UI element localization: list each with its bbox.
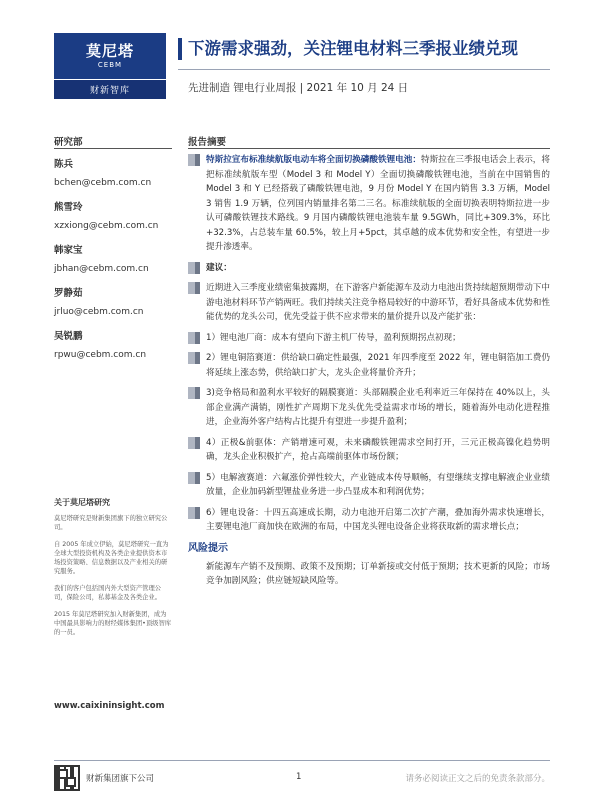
about-paragraph: 我们的客户包括国内外大型资产管理公司，保险公司，私募基金及各类企业。 (54, 585, 162, 601)
summary-item-text: 近期进入三季度业绩密集披露期，在下游客户新能源车及动力电池出货持续超预期带动下中游电池材料环节产销两旺。我们持续关注竞争格局较好的中游环节，看好具备成本优势和性能优势的龙头公司，优先受益于供不应求带来的量价提升以及产能扩张： (206, 283, 550, 322)
summary-item-text: 1）锂电池厂商：成本有望向下游主机厂传导，盈利预期拐点初现； (206, 332, 461, 343)
bullet-marker-icon (188, 332, 200, 344)
summary-item-lead: 特斯拉宣布标准续航版电动车将全面切换磷酸铁锂电池： (206, 155, 421, 165)
summary-item (188, 506, 550, 535)
about-paragraph: 自 2005 年成立伊始，莫尼塔研究一直为全球大型投资机构及各类企业提供资本市场投资策略、信息数据以及产业相关的研究服务。 (54, 541, 169, 575)
summary-item-text: 特斯拉在三季报电话会上表示，将把标准续航版车型（Model 3 和 Model Y）全面切换磷酸铁锂电池，当前在中国销售的 Model 3 和 Y 已经搭载了磷酸铁锂电池，9 月份 Model Y 在国内销售 3.3 万辆，Model 3 销售 1.9 万辆，位列国内销量排名第二三名。标准续航版的全面切换表明特斯拉进一步认可磷酸铁锂技术路线。9 月国内磷酸铁锂电池装车量 9.5GWh，同比+309.3%，环比+32.3%，占总装车量 60.5%，较上月+5pct，其卓越的成本优势和安全性，有望进一步提升渗透率。 (206, 155, 550, 252)
summary-item (188, 351, 550, 380)
report-title: 下游需求强劲，关注锂电材料三季报业绩兑现 (188, 39, 518, 58)
analyst-item (54, 244, 174, 287)
analyst-item (54, 201, 174, 244)
analyst-item (54, 158, 174, 201)
summary-item (188, 261, 550, 276)
analyst-name: 罗静茹 (54, 288, 83, 299)
summary-item-text: 5）电解液赛道：六氟涨价弹性较大，产业链成本传导顺畅，有望继续支撑电解液企业业绩放量，企业加码新型锂盐业务进一步凸显成本和利润优势； (206, 472, 550, 497)
summary-item-text: 4）正极&前驱体：产销增速可观，未来磷酸铁锂需求空间打开，三元正极高镍化趋势明确，龙头企业积极扩产，抢占高端前驱体市场份额； (206, 437, 550, 462)
summary-item-text: 6）锂电设备：十四五高速成长期，动力电池开启第二次扩产潮，叠加海外需求快速增长，主要锂电池厂商加快在欧洲的布局，中国龙头锂电设备企业将获取新的需求增长点； (206, 507, 550, 532)
bullet-marker-icon (188, 472, 200, 484)
analyst-list (54, 158, 174, 373)
summary-item-text: 建议： (206, 262, 232, 273)
summary-item-text: 2）锂电铜箔赛道：供给缺口确定性最强，2021 年四季度至 2022 年，锂电铜箔加工费仍将延续上涨态势，供给缺口扩大，龙头企业将量价齐升； (206, 353, 550, 378)
bullet-marker-icon (188, 437, 200, 449)
title-accent-bar (178, 38, 182, 60)
company-logo (54, 33, 166, 99)
bullet-marker-icon (188, 282, 200, 294)
about-section (54, 497, 172, 645)
about-paragraph: 2015 年莫尼塔研究加入财新集团，成为中国最具影响力的财经媒体集团•顶级智库的一员。 (54, 611, 172, 636)
research-dept-heading: 研究部 (54, 137, 83, 148)
analyst-item (54, 287, 174, 330)
summary-heading: 报告摘要 (188, 137, 227, 148)
report-summary (188, 153, 550, 589)
right-heading-divider (188, 148, 550, 149)
analyst-email[interactable]: jbhan@cebm.com.cn (54, 264, 149, 274)
disclaimer-note: 请务必阅读正文之后的免责条款部分。 (405, 774, 550, 784)
about-heading: 关于莫尼塔研究 (54, 498, 110, 507)
logo-main (54, 33, 166, 79)
analyst-email[interactable]: jrluo@cebm.com.cn (54, 307, 144, 317)
footer-divider (54, 760, 550, 761)
summary-item (188, 281, 550, 325)
report-subtitle: 先进制造 锂电行业周报 | 2021 年 10 月 24 日 (188, 82, 409, 94)
analyst-name: 熊雪玲 (54, 202, 83, 213)
analyst-item (54, 330, 174, 373)
logo-subtitle: 财新智库 (54, 79, 166, 99)
analyst-email[interactable]: bchen@cebm.com.cn (54, 178, 152, 188)
logo-english-name: CEBM (97, 61, 123, 69)
left-heading-divider (54, 148, 172, 149)
analyst-name: 吴锐鹏 (54, 331, 83, 342)
bullet-marker-icon (188, 262, 200, 274)
summary-item-text: 3)竞争格局和盈利水平较好的隔膜赛道：头部隔膜企业毛利率近三年保持在 40%以上，头部企业满产满销，刚性扩产周期下龙头优先受益需求市场的增长，随着海外电动化进程推进，企业海外客户结构占比提升有望进一步提升盈利； (206, 388, 550, 427)
summary-item (188, 436, 550, 465)
website-link[interactable]: www.caixininsight.com (54, 701, 165, 711)
summary-item (188, 471, 550, 500)
bullet-marker-icon (188, 387, 200, 399)
footer-organization: 财新集团旗下公司 (86, 774, 155, 784)
risk-heading: 风险提示 (188, 542, 228, 554)
bullet-marker-icon (188, 154, 200, 166)
analyst-name: 陈兵 (54, 159, 74, 170)
logo-chinese-name: 莫尼塔 (85, 42, 134, 60)
summary-item (188, 386, 550, 430)
about-paragraph: 莫尼塔研究是财新集团旗下的独立研究公司。 (54, 515, 168, 531)
analyst-email[interactable]: rpwu@cebm.com.cn (54, 350, 147, 360)
analyst-name: 韩家宝 (54, 245, 83, 256)
page-number: 1 (296, 772, 302, 782)
summary-item (188, 153, 550, 255)
bullet-marker-icon (188, 352, 200, 364)
bullet-marker-icon (188, 507, 200, 519)
title-divider (178, 69, 550, 70)
risk-text: 新能源车产销不及预期、政策不及预期；订单新接或交付低于预期；技术更新的风险；市场竞争加剧风险；供应链短缺风险等。 (206, 561, 550, 586)
qr-code-icon (54, 765, 80, 791)
analyst-email[interactable]: xzxiong@cebm.com.cn (54, 221, 159, 231)
summary-item (188, 331, 550, 346)
